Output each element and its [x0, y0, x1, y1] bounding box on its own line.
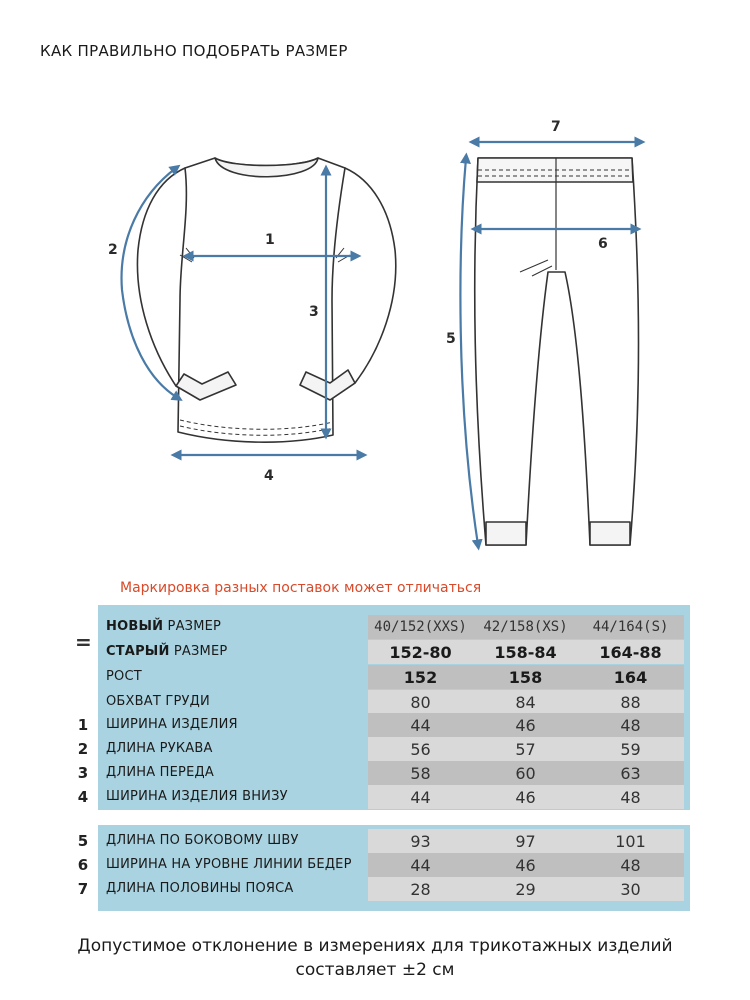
row-label: ШИРИНА НА УРОВНЕ ЛИНИИ БЕДЕР [106, 857, 352, 872]
table-cell: 84 [515, 693, 536, 712]
tolerance-note [0, 934, 750, 982]
row-index: 5 [77, 832, 89, 850]
table-cell: 63 [620, 764, 641, 783]
table-cell: 40/152(XXS) [374, 619, 467, 635]
table-cell: 42/158(XS) [483, 619, 568, 635]
table-cell: 97 [515, 832, 536, 851]
measure-label-2: 2 [108, 242, 118, 258]
table-cell: 164-88 [599, 643, 662, 662]
table-cell: 80 [410, 693, 431, 712]
table-cell: 152 [403, 668, 438, 687]
table-row-new-size [98, 615, 690, 639]
sweatshirt-drawing [137, 158, 395, 442]
table-cell: 46 [515, 856, 536, 875]
row-label: ОБХВАТ ГРУДИ [106, 694, 210, 709]
table-cell: 88 [620, 693, 641, 712]
page-title: КАК ПРАВИЛЬНО ПОДОБРАТЬ РАЗМЕР [40, 42, 348, 60]
table-cell: 44 [410, 716, 431, 735]
row-label: ДЛИНА ПОЛОВИНЫ ПОЯСА [106, 881, 294, 896]
label-rest: РОСТ [106, 669, 142, 684]
table-cell: 46 [515, 788, 536, 807]
table-cell: 48 [620, 788, 641, 807]
table-cell: 46 [515, 716, 536, 735]
table-cell: 59 [620, 740, 641, 759]
tolerance-line-1: Допустимое отклонение в измерениях для трикотажных изделий [77, 936, 673, 956]
row-index: 4 [77, 788, 89, 806]
row-label: ДЛИНА ПЕРЕДА [106, 765, 214, 780]
row-index: 6 [77, 856, 89, 874]
table-cell: 29 [515, 880, 536, 899]
row-index: 1 [77, 716, 89, 734]
table-row-old-size [98, 640, 690, 664]
measure-label-5: 5 [446, 331, 456, 347]
table-cell: 164 [613, 668, 648, 687]
supply-note: Маркировка разных поставок может отличаться [120, 580, 482, 596]
pants-drawing [475, 158, 639, 545]
table-row [77, 877, 690, 901]
table-row [77, 853, 690, 877]
row-label: ШИРИНА ИЗДЕЛИЯ ВНИЗУ [106, 789, 288, 804]
table-cell: 44 [410, 856, 431, 875]
table-cell: 30 [620, 880, 641, 899]
table-cell: 158-84 [494, 643, 557, 662]
table-cell: 58 [410, 764, 431, 783]
measure-label-6: 6 [598, 236, 608, 252]
table-row [77, 737, 690, 761]
row-index: 3 [77, 764, 89, 782]
label-bold: СТАРЫЙ [106, 644, 170, 659]
table-row [98, 690, 690, 714]
table-cell: 158 [508, 668, 543, 687]
tolerance-line-2: составляет ±2 см [295, 960, 455, 980]
table-cell: 93 [410, 832, 431, 851]
table-cell: 44 [410, 788, 431, 807]
row-label: ШИРИНА ИЗДЕЛИЯ [106, 717, 238, 732]
table-row [77, 785, 690, 809]
table-cell: 57 [515, 740, 536, 759]
table-cell: 48 [620, 856, 641, 875]
row-label: ДЛИНА ПО БОКОВОМУ ШВУ [106, 833, 299, 848]
table-cell: 60 [515, 764, 536, 783]
table-cell: 28 [410, 880, 431, 899]
table-row [77, 761, 690, 785]
table-row-height [98, 665, 690, 689]
measure-label-3: 3 [309, 304, 319, 320]
table-row [77, 829, 690, 853]
label-rest: РАЗМЕР [163, 619, 222, 634]
row-index: 2 [77, 740, 89, 758]
equals-sign: = [75, 630, 92, 654]
table-row [77, 713, 690, 737]
table-cell: 44/164(S) [592, 619, 669, 635]
table-cell: 48 [620, 716, 641, 735]
row-index: 7 [77, 880, 89, 898]
row-label: ДЛИНА РУКАВА [106, 741, 213, 756]
table-cell: 56 [410, 740, 431, 759]
table-cell: 101 [615, 832, 646, 851]
measure-label-4: 4 [264, 468, 274, 484]
measure-label-1: 1 [265, 232, 275, 248]
measure-label-7: 7 [551, 119, 561, 135]
label-bold: НОВЫЙ [106, 619, 164, 634]
label-rest: РАЗМЕР [169, 644, 228, 659]
table-cell: 152-80 [389, 643, 452, 662]
